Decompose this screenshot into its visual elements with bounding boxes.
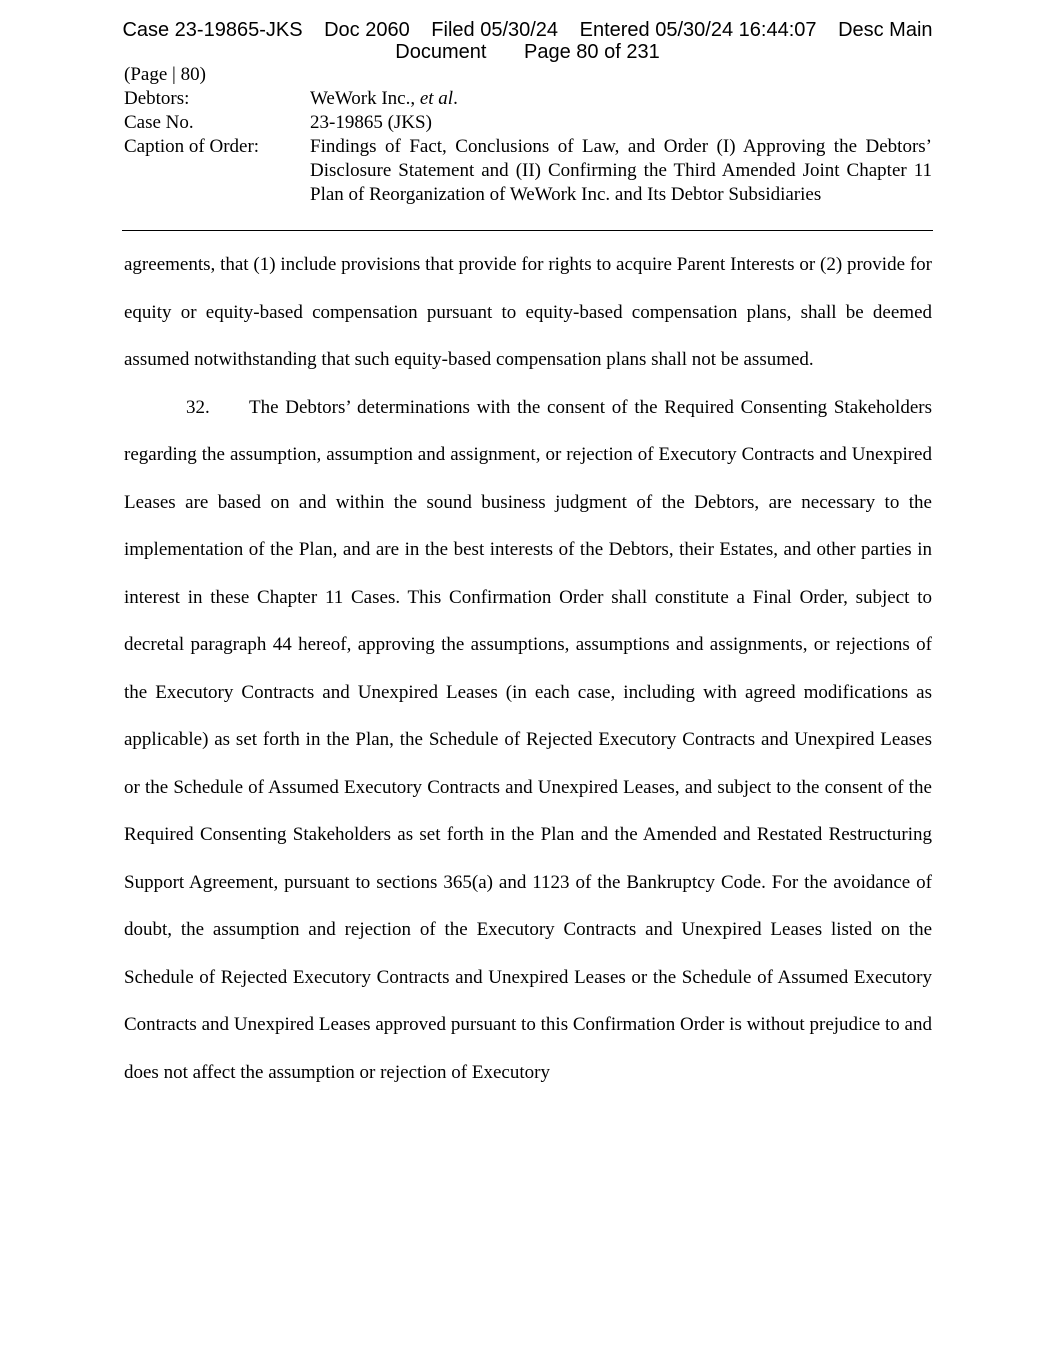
debtors-value [310, 87, 932, 111]
doc-number-stamp: Doc 2060 [324, 19, 410, 41]
filing-header-line-2 [0, 41, 1055, 63]
filing-header-line-1 [0, 19, 1055, 41]
case-no-value: 23-19865 (JKS) [310, 112, 432, 133]
paragraph-number: 32. [186, 396, 210, 418]
page-reference: (Page | 80) [124, 64, 206, 85]
debtors-suffix: . [453, 88, 458, 109]
caption-divider [122, 230, 933, 231]
paragraph-32-text: The Debtors’ determinations with the consent of the Required Consenting Stakeholders regarding the assumption, assumption and assignment, or rejection of Executory Contracts and Unexpired Leases are based on and within the sound business judgment of the Debtors, are necessary to the implementation of the Plan, and are in the best interests of the Debtors, their Estates, and other parties in interest in these Chapter 11 Cases. This Confirmation Order shall constitute a Final Order, subject to decretal paragraph 44 hereof, approving the assumptions, assumptions and assignments, or rejections of the Executory Contracts and Unexpired Leases (in each case, including with agreed modifications as applicable) as set forth in the Plan, the Schedule of Rejected Executory Contracts and Unexpired Leases or the Schedule of Assumed Executory Contracts and Unexpired Leases, and subject to the consent of the Required Consenting Stakeholders as set forth in the Plan and the Amended and Restated Restructuring Support Agreement, pursuant to sections 365(a) and 1123 of the Bankruptcy Code. For the avoidance of doubt, the assumption and rejection of the Executory Contracts and Unexpired Leases listed on the Schedule of Rejected Executory Contracts and Unexpired Leases or the Schedule of Assumed Executory Contracts and Unexpired Leases approved pursuant to this Confirmation Order is without prejudice to and does not affect the assumption or rejection of Executory [124, 396, 932, 1083]
caption-of-order-value: Findings of Fact, Conclusions of Law, and Order (I) Approving the Debtors’ Disclosure Statement and (II) Confirming the Third Amended Joint Chapter 11 Plan of Reorganization of WeWork Inc. and Its Debtor Subsidiaries [310, 136, 932, 205]
debtors-name: WeWork Inc., [310, 88, 420, 109]
court-filing-header [0, 19, 1055, 63]
caption-debtors-row [124, 87, 932, 111]
case-number-stamp: Case 23-19865-JKS [122, 19, 303, 41]
entered-date-stamp: Entered 05/30/24 16:44:07 [579, 19, 817, 41]
debtors-label: Debtors: [124, 88, 190, 109]
order-body [124, 241, 932, 1096]
paragraph-32 [124, 384, 932, 1097]
filed-date-stamp: Filed 05/30/24 [431, 19, 559, 41]
caption-order-title-row [124, 135, 932, 207]
caption-of-order-label: Caption of Order: [124, 136, 260, 157]
order-caption-block [124, 63, 932, 207]
desc-stamp: Desc Main [838, 19, 933, 41]
document-label: Document [395, 41, 487, 63]
case-no-label: Case No. [124, 112, 194, 133]
page-count-stamp: Page 80 of 231 [524, 41, 660, 63]
caption-page-ref-row [124, 63, 932, 87]
caption-case-no-row [124, 111, 932, 135]
debtors-et-al: et al [419, 88, 454, 109]
continued-paragraph: agreements, that (1) include provisions that provide for rights to acquire Parent Interests or (2) provide for equity or equity-based compensation pursuant to equity-based compensation plans, shall be deemed assumed notwithstanding that such equity-based compensation plans shall not be assumed. [124, 254, 932, 370]
